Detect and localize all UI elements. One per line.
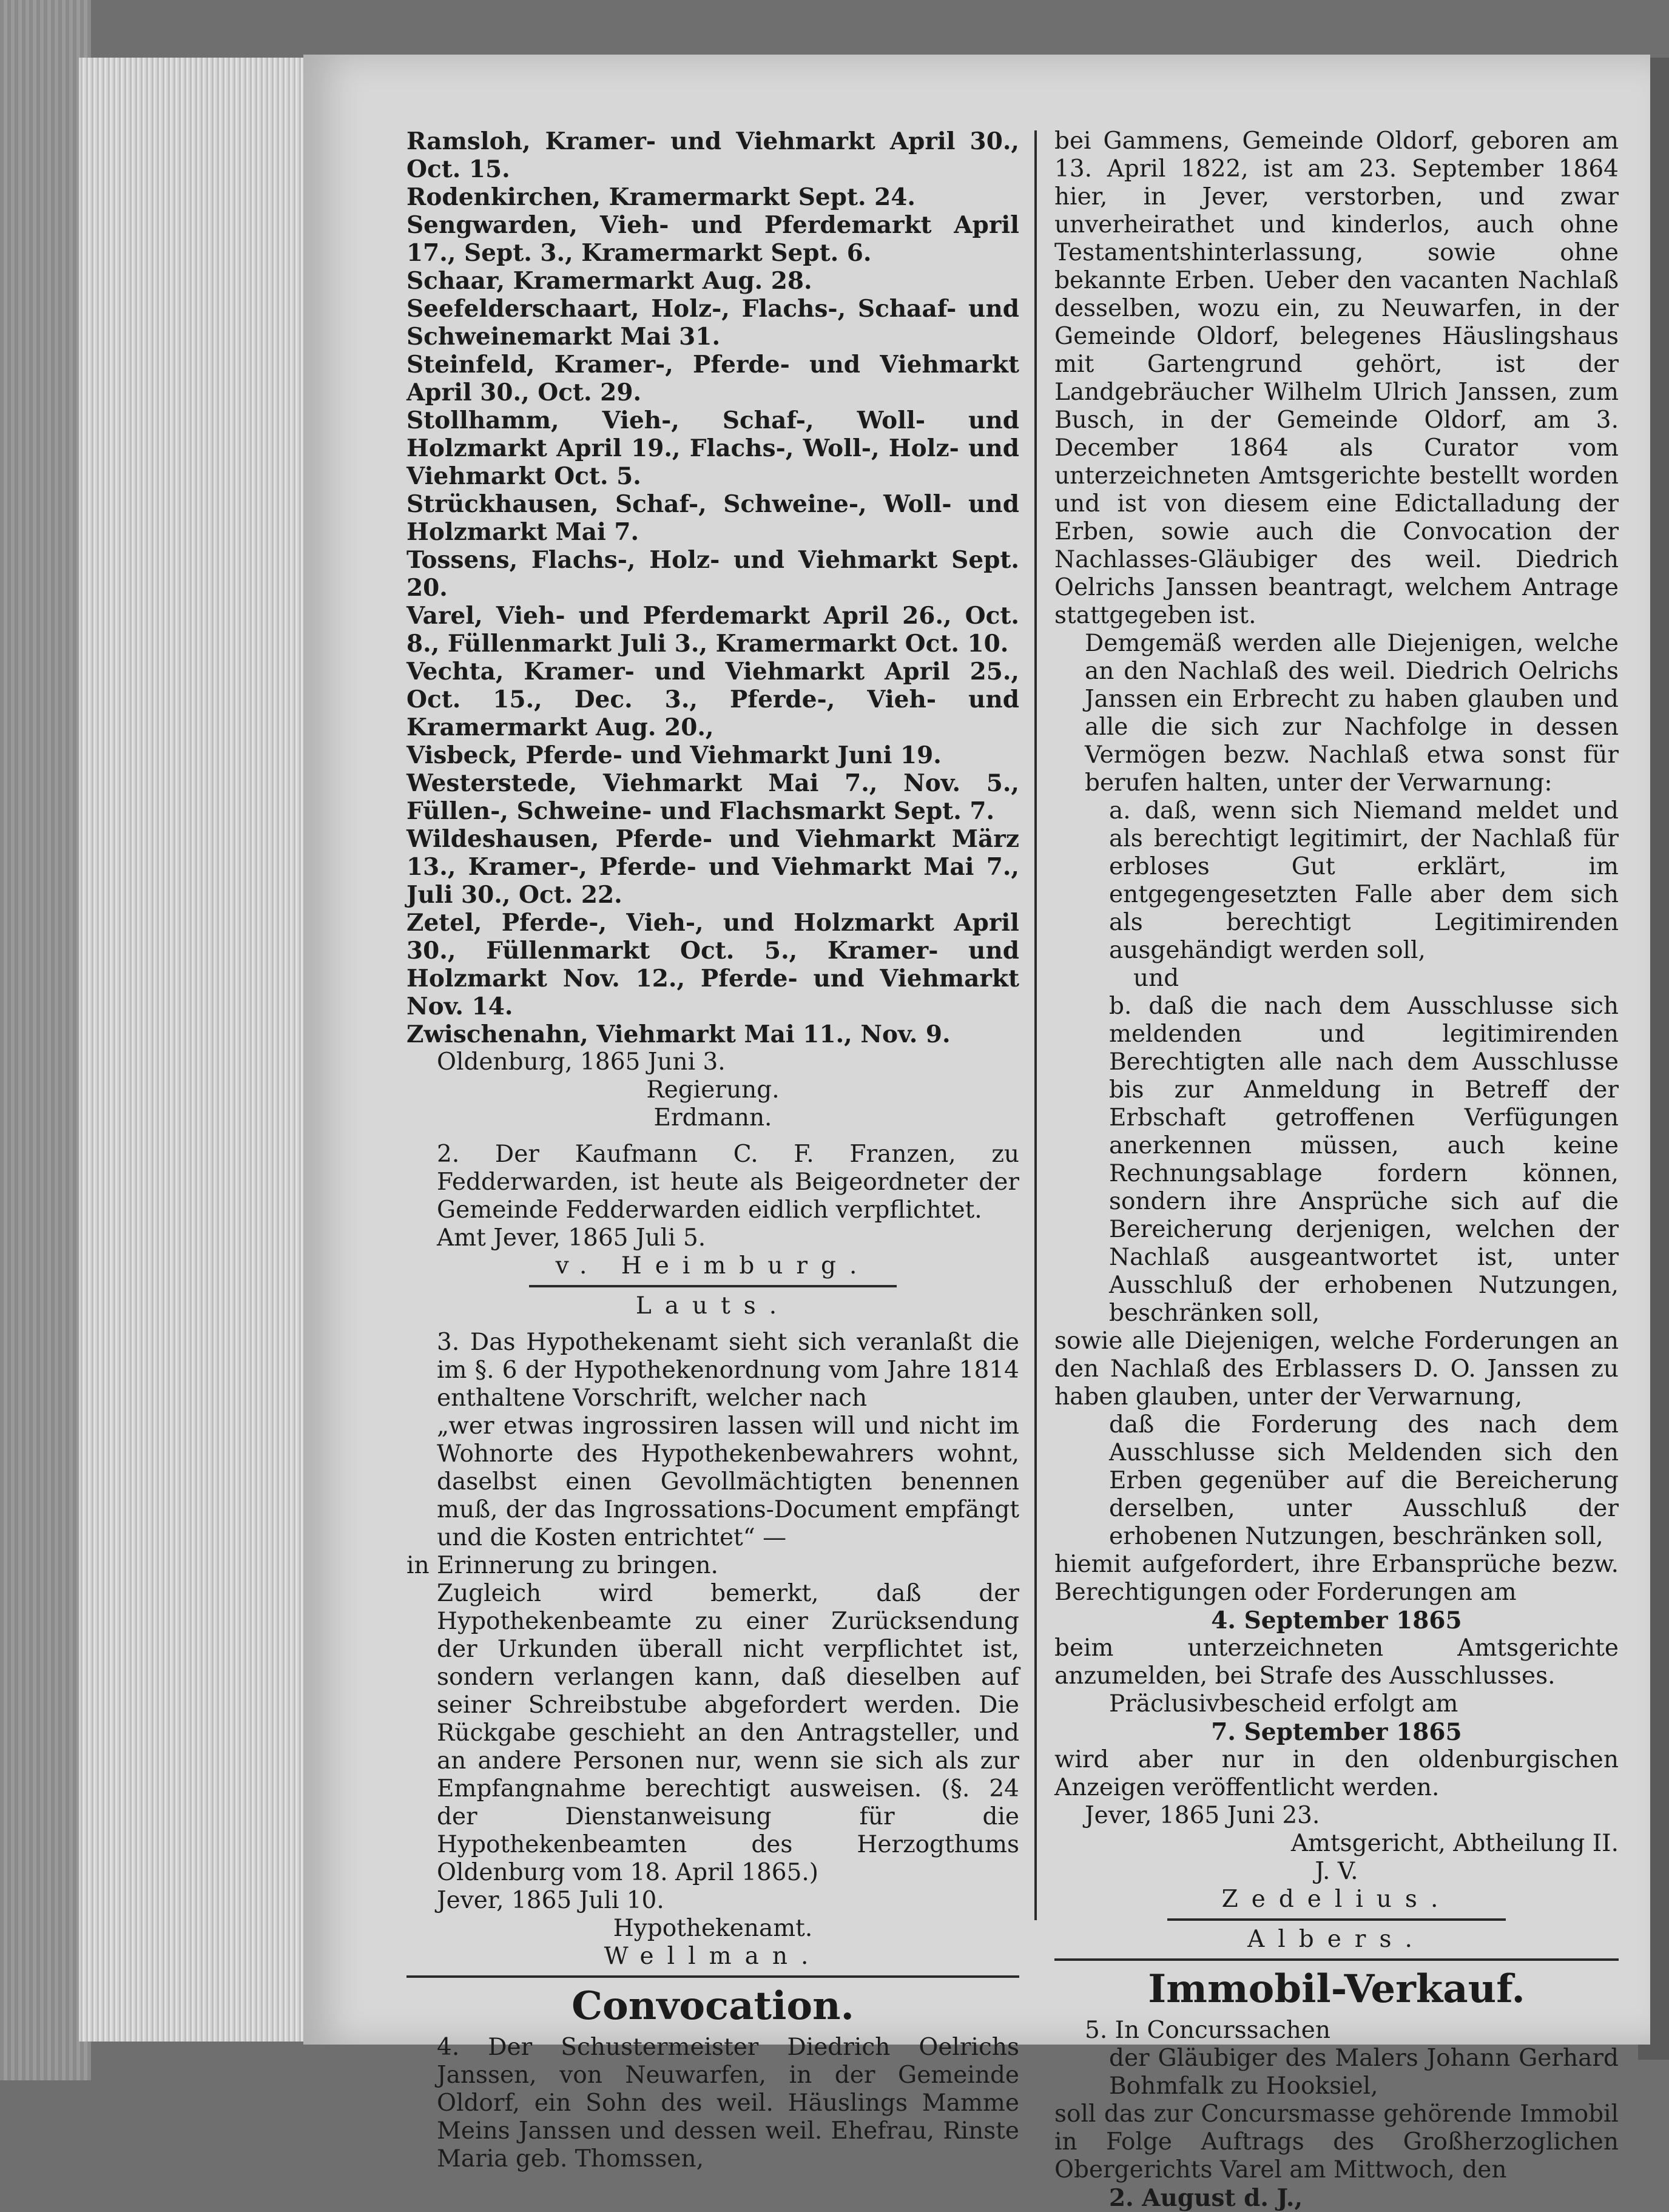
market-list <box>406 127 1019 1048</box>
section-heading: Convocation. <box>572 1983 854 2029</box>
place-date: Jever, 1865 Juni 23. <box>1085 1802 1320 1829</box>
notice-text: 5. In Concurssachen <box>1085 2017 1331 2044</box>
book-page-edges <box>79 58 309 2042</box>
market-entry: Zwischenahn, Viehmarkt Mai 11., Nov. 9. <box>406 1020 951 1048</box>
market-entry: Zetel, Pferde-, Vieh-, und Holzmarkt April 30., Füllenmarkt Oct. 5., Kramer- und Holzmarkt Nov. 12., Pferde- und Viehmarkt Nov. 14. <box>406 909 1019 1020</box>
market-entry: Stollhamm, Vieh-, Schaf-, Woll- und Holzmarkt April 19., Flachs-, Woll-, Holz- und Viehmarkt Oct. 5. <box>406 406 1019 490</box>
market-entry: Strückhausen, Schaf-, Schweine-, Woll- und Holzmarkt Mai 7. <box>406 490 1019 546</box>
market-entry: Tossens, Flachs-, Holz- und Viehmarkt Sept. 20. <box>406 546 1019 602</box>
notice-text: in Erinnerung zu bringen. <box>406 1552 718 1579</box>
market-entry: Schaar, Kramermarkt Aug. 28. <box>406 267 812 295</box>
notice-text: beim unterzeichneten Amtsgerichte anzumelden, bei Strafe des Ausschlusses. <box>1054 1634 1619 1690</box>
conjunction: und <box>1133 965 1179 992</box>
deadline-date: 4. September 1865 <box>1211 1607 1462 1634</box>
market-entry: Westerstede, Viehmarkt Mai 7., Nov. 5., Füllen-, Schweine- und Flachsmarkt Sept. 7. <box>406 769 1019 825</box>
notice-text: Zugleich wird bemerkt, daß der Hypothekenbeamte zu einer Zurücksendung der Urkunden überall nicht verpflichtet ist, sondern verlangen kann, daß dieselben auf seiner Schreibstube abgefordert werden. Die Rückgabe geschieht an den Antragsteller, und an andere Personen nur, wenn sie sich als zur Empfangnahme berechtigt ausweisen. (§. 24 der Dienstanweisung für die Hypothekenbeamten des Herzogthums Oldenburg vom 18. April 1865.) <box>437 1580 1019 1886</box>
sale-date: 2. August d. J., <box>1109 2184 1303 2212</box>
notice-text: Demgemäß werden alle Diejenigen, welche an den Nachlaß des weil. Diedrich Oelrichs Janssen ein Erbrecht zu haben glauben und alle die sich zur Nachfolge in dessen Vermögen bezw. Nachlaß etwa sonst für berufen halten, unter der Verwarnung: <box>1085 630 1619 797</box>
market-entry: Ramsloh, Kramer- und Viehmarkt April 30., Oct. 15. <box>406 127 1019 183</box>
market-entry: Sengwarden, Vieh- und Pferdemarkt April 17., Sept. 3., Kramermarkt Sept. 6. <box>406 211 1019 267</box>
notice-text: bei Gammens, Gemeinde Oldorf, geboren am 13. April 1822, ist am 23. September 1864 hier, in Jever, verstorben, und zwar unverheirathet und kinderlos, auch ohne Testamentshinterlassung, sowie ohne bekannte Erben. Ueber den vacanten Nachlaß desselben, wozu ein, zu Neuwarfen, in der Gemeinde Oldorf, belegenes Häuslingshaus mit Gartengrund gehört, ist der Landgebräucher Wilhelm Ulrich Janssen, zum Busch, in der Gemeinde Oldorf, am 3. December 1864 als Curator vom unterzeichneten Amtsgerichte bestellt worden und ist von diesem eine Edictalladung der Erben, sowie auch die Convocation der Nachlasses-Gläubiger des weil. Diedrich Oelrichs Janssen beantragt, welchem Antrage stattgegeben ist. <box>1054 127 1619 629</box>
market-entry: Steinfeld, Kramer-, Pferde- und Viehmarkt April 30., Oct. 29. <box>406 351 1019 406</box>
notice-quote: „wer etwas ingrossiren lassen will und nicht im Wohnorte des Hypothekenbewahrers wohnt, daselbst einen Gevollmächtigten benennen muß, der das Ingrossations-Document empfängt und die Kosten entrichtet“ — <box>437 1412 1019 1551</box>
market-entry: Rodenkirchen, Kramermarkt Sept. 24. <box>406 183 915 211</box>
section-rule <box>406 1975 1019 1978</box>
market-entry: Varel, Vieh- und Pferdemarkt April 26., Oct. 8., Füllenmarkt Juli 3., Kramermarkt Oct. 10. <box>406 602 1019 658</box>
section-rule <box>1054 1958 1619 1961</box>
market-entry: Visbeck, Pferde- und Viehmarkt Juni 19. <box>406 741 942 769</box>
signature-rule <box>1167 1918 1506 1921</box>
notice-text: daß die Forderung des nach dem Ausschlusse sich Meldenden sich den Erben gegenüber auf die Bereicherung derselben, unter Ausschluß der erhobenen Nutzungen, beschränken soll, <box>1109 1411 1619 1550</box>
signature: v. Heimburg. <box>555 1252 871 1280</box>
signature: Erdmann. <box>653 1104 772 1131</box>
place-date: Jever, 1865 Juli 10. <box>437 1887 664 1914</box>
left-column <box>406 127 1019 2173</box>
list-item-b: b. daß die nach dem Ausschlusse sich meldenden und legitimirenden Berechtigten alle nach dem Ausschlusse bis zur Anmeldung in Betreff der Erbschaft getroffenen Verfügungen anerkennen müssen, auch keine Rechnungsablage fordern können, sondern ihre Ansprüche sich auf die Bereicherung derjenigen, welchen der Nachlaß ausgeantwortet ist, unter Ausschluß der erhobenen Nutzungen, beschränken soll, <box>1109 993 1619 1327</box>
right-column <box>1054 127 1619 2212</box>
signature: Wellman. <box>604 1943 822 1970</box>
notice-text: soll das zur Concursmasse gehörende Immobil in Folge Auftrags des Großherzoglichen Obergerichts Varel am Mittwoch, den <box>1054 2100 1619 2183</box>
market-entry: Seefelderschaart, Holz-, Flachs-, Schaaf- und Schweinemarkt Mai 31. <box>406 295 1019 351</box>
notice-text: 3. Das Hypothekenamt sieht sich veranlaßt die im §. 6 der Hypothekenordnung vom Jahre 1814 enthaltene Vorschrift, welcher nach <box>437 1329 1019 1412</box>
notice-text: 4. Der Schustermeister Diedrich Oelrichs Janssen, von Neuwarfen, in der Gemeinde Oldorf, ein Sohn des weil. Häuslings Mamme Meins Janssen und dessen weil. Ehefrau, Rinste Maria geb. Thomssen, <box>437 2034 1019 2173</box>
authority: Amtsgericht, Abtheilung II. <box>1290 1830 1619 1857</box>
market-entry: Vechta, Kramer- und Viehmarkt April 25., Oct. 15., Dec. 3., Pferde-, Vieh- und Kramermarkt Aug. 20., <box>406 658 1019 741</box>
notice-text: 2. Der Kaufmann C. F. Franzen, zu Fedderwarden, ist heute als Beigeordneter der Gemeinde Fedderwarden eidlich verpflichtet. <box>437 1141 1019 1224</box>
section-heading: Immobil-Verkauf. <box>1148 1966 1525 2012</box>
signature: Albers. <box>1247 1926 1426 1953</box>
signature: Zedelius. <box>1221 1886 1452 1913</box>
place-date: Oldenburg, 1865 Juni 3. <box>437 1048 726 1076</box>
authority: Regierung. <box>646 1076 780 1104</box>
notice-text: sowie alle Diejenigen, welche Forderungen an den Nachlaß des Erblassers D. O. Janssen zu haben glauben, unter der Verwarnung, <box>1054 1327 1619 1411</box>
signature-rule <box>529 1285 897 1287</box>
place-date: Amt Jever, 1865 Juli 5. <box>437 1224 706 1252</box>
preclusion-date: 7. September 1865 <box>1211 1718 1462 1746</box>
authority: Hypothekenamt. <box>613 1915 813 1942</box>
notice-text: Präclusivbescheid erfolgt am <box>1109 1690 1458 1718</box>
column-divider <box>1034 130 1037 1920</box>
notice-text: wird aber nur in den oldenburgischen Anzeigen veröffentlicht werden. <box>1054 1746 1619 1801</box>
scan-background <box>0 0 91 2080</box>
market-entry: Wildeshausen, Pferde- und Viehmarkt März 13., Kramer-, Pferde- und Viehmarkt Mai 7., Juli 30., Oct. 22. <box>406 825 1019 909</box>
signature: Lauts. <box>635 1292 791 1320</box>
notice-text: hiemit aufgefordert, ihre Erbansprüche bezw. Berechtigungen oder Forderungen am <box>1054 1551 1619 1606</box>
notice-text: der Gläubiger des Malers Johann Gerhard Bohmfalk zu Hooksiel, <box>1109 2045 1619 2100</box>
iv-mark: J. V. <box>1315 1858 1358 1885</box>
list-item-a: a. daß, wenn sich Niemand meldet und als berechtigt legitimirt, der Nachlaß für erbloses Gut erklärt, im entgegengesetzten Falle aber dem sich als berechtigt Legitimirenden ausgehändigt werden soll, <box>1109 797 1619 964</box>
